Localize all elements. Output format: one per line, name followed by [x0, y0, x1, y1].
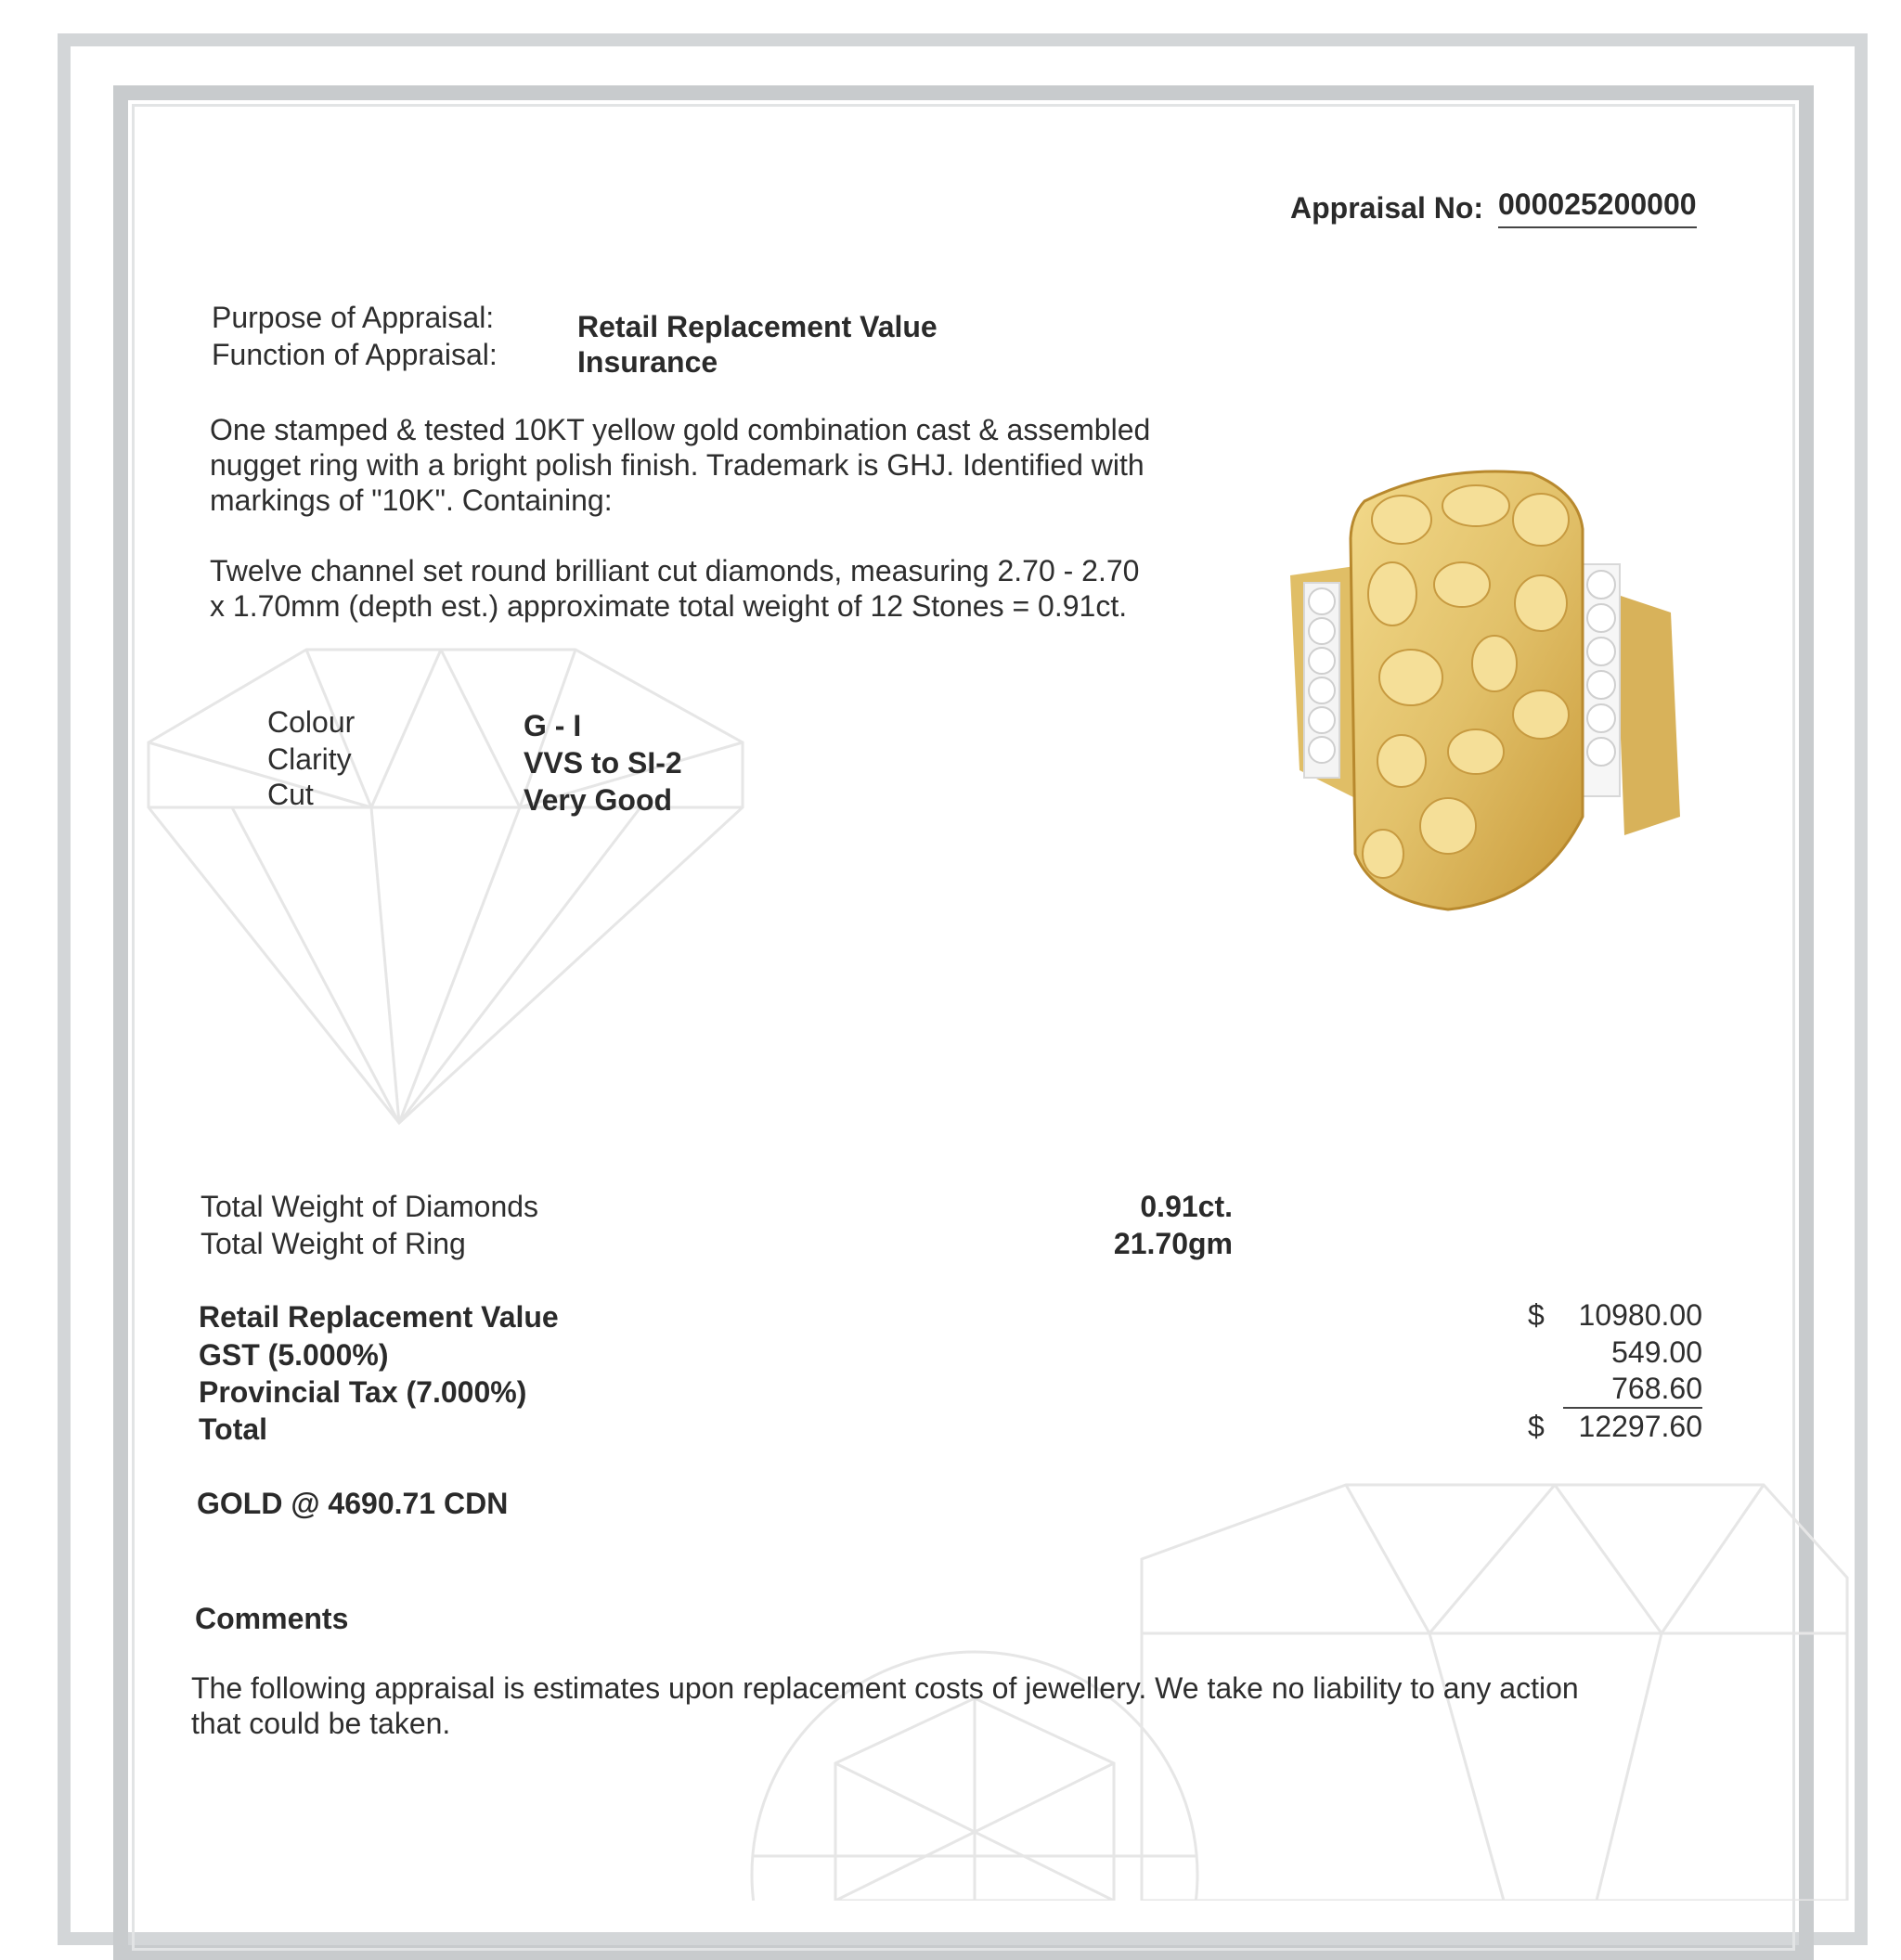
provincial-tax-amount: 768.60	[1563, 1370, 1702, 1409]
comments-text: The following appraisal is estimates upon replacement costs of jewellery. We take no liability to any action that could be taken.	[191, 1671, 1579, 1740]
diamonds-description: Twelve channel set round brilliant cut diamonds, measuring 2.70 - 2.70 x 1.70mm (depth est.) approximate total weight of 12 Stones = 0.91ct.	[210, 554, 1140, 623]
item-description: One stamped & tested 10KT yellow gold combination cast & assembled nugget ring with a bright polish finish. Trademark is GHJ. Identified with markings of "10K". Containing:	[210, 413, 1151, 517]
provincial-tax-label: Provincial Tax (7.000%)	[199, 1375, 527, 1409]
nugget-ring-image	[1262, 464, 1699, 919]
comments-heading: Comments	[195, 1602, 349, 1635]
weight-value-ring: 21.70gm	[1113, 1227, 1233, 1260]
weight-label-diamonds: Total Weight of Diamonds	[200, 1190, 539, 1223]
gst-label: GST (5.000%)	[199, 1338, 389, 1372]
purpose-label: Purpose of Appraisal:	[212, 301, 495, 334]
retail-value-amount: 10980.00	[1578, 1298, 1702, 1332]
purpose-value: Retail Replacement Value	[577, 310, 938, 343]
function-value: Insurance	[577, 345, 718, 379]
weight-value-diamonds: 0.91ct.	[1140, 1190, 1233, 1223]
total-amount: 12297.60	[1578, 1410, 1702, 1443]
currency-symbol-retail: $	[1528, 1298, 1545, 1332]
grading-label-colour: Colour	[267, 705, 356, 739]
retail-value-label: Retail Replacement Value	[199, 1300, 559, 1334]
gold-price: GOLD @ 4690.71 CDN	[197, 1487, 509, 1520]
gst-amount: 549.00	[1611, 1335, 1702, 1369]
appraisal-no-value: 000025200000	[1498, 186, 1697, 228]
currency-symbol-total: $	[1528, 1410, 1545, 1443]
grading-label-clarity: Clarity	[267, 742, 352, 776]
grading-value-clarity: VVS to SI-2	[524, 746, 682, 780]
grading-value-cut: Very Good	[524, 783, 673, 817]
grading-value-colour: G - I	[524, 709, 582, 742]
total-label: Total	[199, 1412, 268, 1446]
weight-label-ring: Total Weight of Ring	[200, 1227, 466, 1260]
appraisal-no-label: Appraisal No:	[1290, 191, 1484, 225]
function-label: Function of Appraisal:	[212, 338, 498, 371]
grading-label-cut: Cut	[267, 778, 314, 811]
